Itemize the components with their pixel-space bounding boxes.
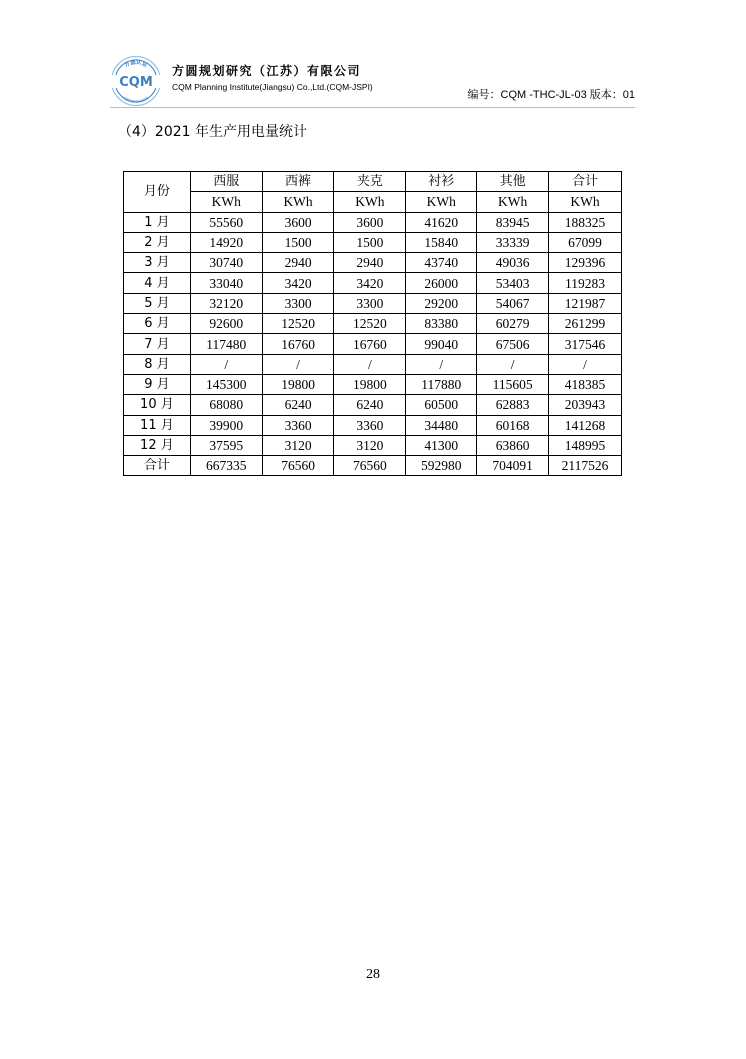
value-cell: / <box>406 354 477 374</box>
value-cell: 99040 <box>406 334 477 354</box>
month-cell: 5 月 <box>124 293 191 313</box>
value-cell: 33040 <box>190 273 262 293</box>
value-cell: 49036 <box>477 253 549 273</box>
value-cell: 3600 <box>334 212 406 232</box>
value-cell: 3600 <box>262 212 334 232</box>
table-row <box>124 415 622 435</box>
value-cell: 83380 <box>406 314 477 334</box>
table-row <box>124 334 622 354</box>
value-cell: 53403 <box>477 273 549 293</box>
value-cell: 1500 <box>334 232 406 252</box>
column-header: 西服 <box>190 172 262 192</box>
column-header: 衬衫 <box>406 172 477 192</box>
unit-cell: KWh <box>262 192 334 212</box>
total-label: 合计 <box>124 456 191 476</box>
total-cell: 76560 <box>262 456 334 476</box>
table-row <box>124 212 622 232</box>
month-cell: 8 月 <box>124 354 191 374</box>
value-cell: 3300 <box>262 293 334 313</box>
value-cell: 188325 <box>549 212 622 232</box>
value-cell: 317546 <box>549 334 622 354</box>
unit-cell: KWh <box>334 192 406 212</box>
value-cell: 19800 <box>334 374 406 394</box>
value-cell: 14920 <box>190 232 262 252</box>
column-header: 夹克 <box>334 172 406 192</box>
value-cell: 12520 <box>262 314 334 334</box>
value-cell: 2940 <box>334 253 406 273</box>
value-cell: 3420 <box>262 273 334 293</box>
value-cell: 63860 <box>477 435 549 455</box>
total-cell: 704091 <box>477 456 549 476</box>
value-cell: 39900 <box>190 415 262 435</box>
unit-cell: KWh <box>477 192 549 212</box>
value-cell: 54067 <box>477 293 549 313</box>
value-cell: / <box>549 354 622 374</box>
value-cell: 26000 <box>406 273 477 293</box>
value-cell: 3420 <box>334 273 406 293</box>
table-unit-row <box>124 192 622 212</box>
cqm-certification-logo <box>110 55 162 107</box>
value-cell: 3360 <box>262 415 334 435</box>
table-row <box>124 435 622 455</box>
value-cell: 43740 <box>406 253 477 273</box>
month-cell: 11 月 <box>124 415 191 435</box>
value-cell: 62883 <box>477 395 549 415</box>
total-cell: 76560 <box>334 456 406 476</box>
value-cell: 6240 <box>262 395 334 415</box>
table-row <box>124 273 622 293</box>
table-row <box>124 314 622 334</box>
table-body <box>124 212 622 456</box>
value-cell: 19800 <box>262 374 334 394</box>
total-cell: 2117526 <box>549 456 622 476</box>
value-cell: 117880 <box>406 374 477 394</box>
month-cell: 4 月 <box>124 273 191 293</box>
value-cell: 2940 <box>262 253 334 273</box>
value-cell: / <box>190 354 262 374</box>
value-cell: 30740 <box>190 253 262 273</box>
value-cell: 67506 <box>477 334 549 354</box>
value-cell: / <box>334 354 406 374</box>
month-cell: 10 月 <box>124 395 191 415</box>
table-row <box>124 293 622 313</box>
document-code: 编号：CQM -THC-JL-03 版本：01 <box>467 89 635 101</box>
svg-text:CERTIFICATION <box>123 96 149 104</box>
org-name-en: CQM Planning Institute(Jiangsu) Co.,Ltd.(CQM-JSPI) <box>172 82 373 92</box>
table-row <box>124 354 622 374</box>
column-header: 其他 <box>477 172 549 192</box>
total-cell: 667335 <box>190 456 262 476</box>
table-row <box>124 395 622 415</box>
logo-top-text: 方圆认证 <box>123 59 149 70</box>
value-cell: 60168 <box>477 415 549 435</box>
month-cell: 7 月 <box>124 334 191 354</box>
svg-text:方圆认证 <box>123 58 150 69</box>
month-cell: 12 月 <box>124 435 191 455</box>
unit-cell: KWh <box>549 192 622 212</box>
section-title: （4）2021 年生产用电量统计 <box>118 124 307 140</box>
page-header <box>110 55 635 107</box>
table-row <box>124 374 622 394</box>
value-cell: 41300 <box>406 435 477 455</box>
table-total-row <box>124 456 622 476</box>
value-cell: 41620 <box>406 212 477 232</box>
value-cell: 261299 <box>549 314 622 334</box>
month-cell: 2 月 <box>124 232 191 252</box>
value-cell: 115605 <box>477 374 549 394</box>
value-cell: 1500 <box>262 232 334 252</box>
value-cell: 3120 <box>334 435 406 455</box>
value-cell: 129396 <box>549 253 622 273</box>
column-header: 合计 <box>549 172 622 192</box>
month-cell: 1 月 <box>124 212 191 232</box>
value-cell: 3300 <box>334 293 406 313</box>
value-cell: 418385 <box>549 374 622 394</box>
value-cell: 117480 <box>190 334 262 354</box>
unit-cell: KWh <box>190 192 262 212</box>
value-cell: 92600 <box>190 314 262 334</box>
value-cell: 16760 <box>334 334 406 354</box>
month-header: 月份 <box>124 172 191 213</box>
value-cell: 60279 <box>477 314 549 334</box>
value-cell: 141268 <box>549 415 622 435</box>
value-cell: 37595 <box>190 435 262 455</box>
value-cell: 148995 <box>549 435 622 455</box>
header-divider <box>110 107 635 108</box>
value-cell: 16760 <box>262 334 334 354</box>
logo-text: CQM <box>119 75 153 90</box>
column-header: 西裤 <box>262 172 334 192</box>
month-cell: 9 月 <box>124 374 191 394</box>
value-cell: 3360 <box>334 415 406 435</box>
table-row <box>124 253 622 273</box>
month-cell: 6 月 <box>124 314 191 334</box>
value-cell: 12520 <box>334 314 406 334</box>
value-cell: 203943 <box>549 395 622 415</box>
value-cell: 6240 <box>334 395 406 415</box>
table-header-row <box>124 172 622 192</box>
value-cell: 119283 <box>549 273 622 293</box>
value-cell: 15840 <box>406 232 477 252</box>
value-cell: / <box>477 354 549 374</box>
value-cell: 83945 <box>477 212 549 232</box>
logo-bottom-text: CERTIFICATION <box>122 96 150 105</box>
value-cell: 121987 <box>549 293 622 313</box>
electricity-usage-table <box>123 171 622 476</box>
table-row <box>124 232 622 252</box>
unit-cell: KWh <box>406 192 477 212</box>
page-number: 28 <box>366 967 380 982</box>
value-cell: 68080 <box>190 395 262 415</box>
value-cell: 29200 <box>406 293 477 313</box>
value-cell: 33339 <box>477 232 549 252</box>
value-cell: 32120 <box>190 293 262 313</box>
value-cell: 145300 <box>190 374 262 394</box>
value-cell: / <box>262 354 334 374</box>
value-cell: 67099 <box>549 232 622 252</box>
month-cell: 3 月 <box>124 253 191 273</box>
value-cell: 34480 <box>406 415 477 435</box>
org-name-cn: 方圆规划研究（江苏）有限公司 <box>172 64 362 78</box>
value-cell: 60500 <box>406 395 477 415</box>
value-cell: 3120 <box>262 435 334 455</box>
total-cell: 592980 <box>406 456 477 476</box>
value-cell: 55560 <box>190 212 262 232</box>
